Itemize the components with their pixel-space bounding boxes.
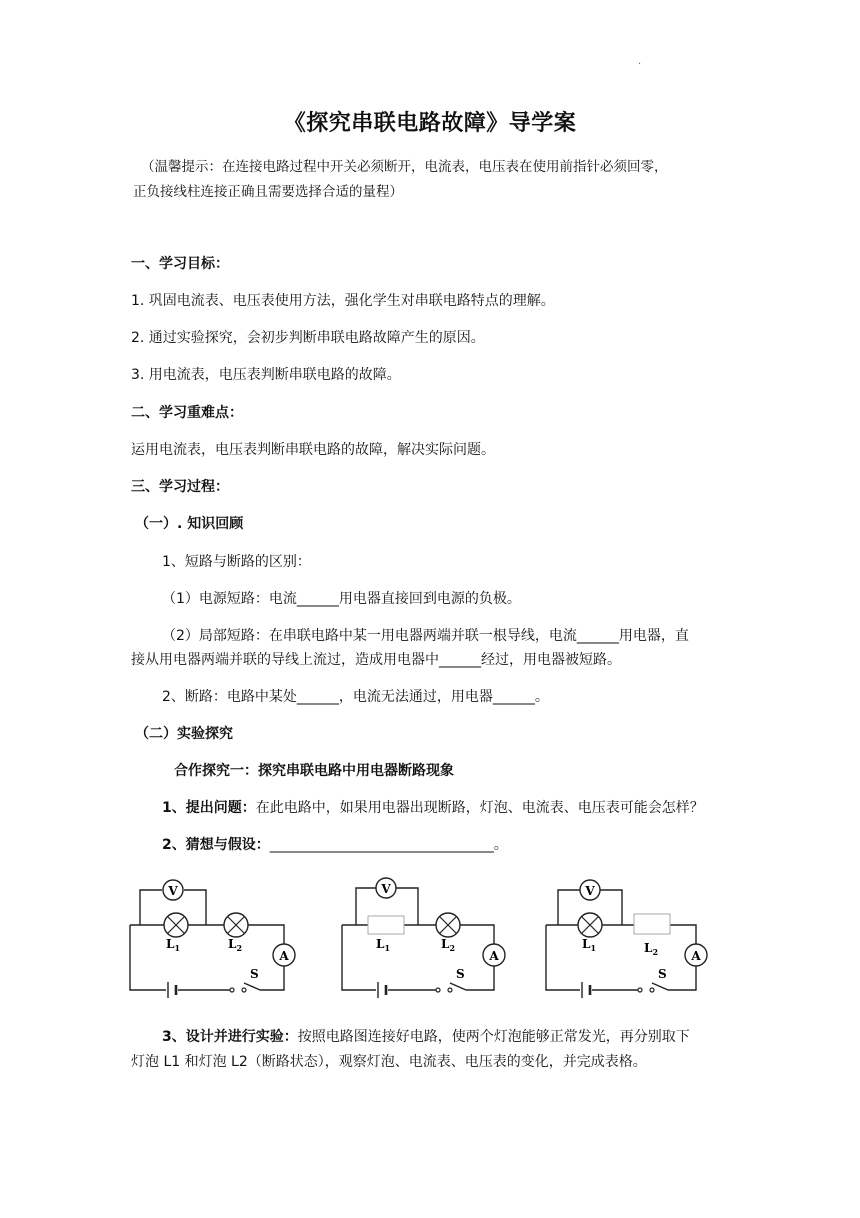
battery-symbol-1	[168, 982, 176, 998]
svg-text:S: S	[456, 967, 465, 981]
question-1b-line2: 接从用电器两端并联的导线上流过，造成用电器中______经过，用电器被短路。	[131, 652, 621, 668]
design-experiment-text1: 按照电路图连接好电路，使两个灯泡能够正常发光，再分别取下	[297, 1029, 690, 1045]
lamp-l2-label: $L_2$	[228, 937, 243, 953]
lamp-l1-symbol	[164, 913, 188, 937]
section1-heading: 一、学习目标：	[131, 256, 229, 272]
svg-text:A: A	[279, 949, 289, 963]
guess-blank: ________________________________。	[269, 837, 508, 853]
lamp-l2-symbol-2	[436, 913, 460, 937]
lamp-l2-label-3: $L_2$	[644, 941, 659, 957]
question-1b-line1: （2）局部短路：在串联电路中某一用电器两端并联一根导线，电流______用电器，直	[162, 628, 689, 644]
svg-text:V: V	[585, 884, 595, 898]
design-experiment-line2: 灯泡 L1 和灯泡 L2（断路状态），观察灯泡、电流表、电压表的变化，并完成表格。	[131, 1054, 647, 1070]
corner-dot: .	[638, 56, 642, 67]
svg-text:V: V	[381, 882, 391, 896]
removed-lamp-l2-placeholder	[634, 914, 670, 934]
svg-text:A: A	[489, 949, 499, 963]
lamp-l1-symbol-3	[578, 913, 602, 937]
section2-text: 运用电流表，电压表判断串联电路的故障，解决实际问题。	[131, 442, 495, 458]
battery-symbol-3	[582, 982, 590, 998]
design-experiment-label: 3、设计并进行实验：	[162, 1029, 298, 1045]
svg-text:A: A	[691, 949, 701, 963]
question-2: 2、断路：电路中某处______，电流无法通过，用电器______。	[162, 689, 549, 705]
goal-item-1: 1. 巩固电流表、电压表使用方法，强化学生对串联电路特点的理解。	[131, 293, 555, 309]
subsection-knowledge-review: （一）. 知识回顾	[135, 516, 244, 532]
ammeter-symbol-2	[483, 944, 505, 966]
guess-line	[162, 834, 508, 854]
section3-heading: 三、学习过程：	[131, 479, 229, 495]
svg-text:S: S	[250, 967, 259, 981]
guess-label: 2、猜想与假设：	[162, 837, 270, 853]
page-title: 《探究串联电路故障》导学案	[283, 111, 577, 136]
removed-lamp-l1-placeholder	[368, 916, 404, 934]
ask-question-label: 1、提出问题：	[162, 800, 256, 816]
section2-heading: 二、学习重难点：	[131, 405, 243, 421]
question-1: 1、短路与断路的区别：	[162, 554, 311, 570]
battery-symbol-2	[378, 982, 386, 998]
question-1a: （1）电源短路：电流______用电器直接回到电源的负极。	[162, 591, 521, 607]
ammeter-symbol-3	[685, 944, 707, 966]
goal-item-2: 2. 通过实验探究，会初步判断串联电路故障产生的原因。	[131, 330, 485, 346]
svg-text:V: V	[168, 884, 178, 898]
lamp-l1-label-2: $L_1$	[376, 937, 391, 953]
ammeter-symbol-1	[273, 944, 295, 966]
subsection-experiment: （二）实验探究	[135, 726, 233, 742]
lamp-l1-label-3: $L_1$	[582, 937, 597, 953]
voltmeter-symbol-3	[580, 880, 600, 900]
ask-question-text: 在此电路中，如果用电器出现断路，灯泡、电流表、电压表可能会怎样？	[255, 800, 704, 816]
circuit-diagram-1	[126, 870, 296, 1000]
ask-question-line	[162, 797, 704, 817]
coop-inquiry-title: 合作探究一：探究串联电路中用电器断路现象	[174, 763, 454, 779]
lamp-l2-symbol	[224, 913, 248, 937]
goal-item-3: 3. 用电流表，电压表判断串联电路的故障。	[131, 367, 401, 383]
svg-text:S: S	[658, 967, 667, 981]
voltmeter-symbol-1	[163, 880, 183, 900]
lamp-l1-label: $L_1$	[166, 937, 181, 953]
tip-line-1: （温馨提示：在连接电路过程中开关必须断开，电流表，电压表在使用前指针必须回零，	[141, 159, 668, 175]
circuit-diagram-3	[542, 870, 712, 1000]
tip-line-2: 正负接线柱连接正确且需要选择合适的量程）	[133, 184, 403, 200]
voltmeter-symbol-2	[376, 878, 396, 898]
design-experiment-line1	[162, 1026, 690, 1046]
lamp-l2-label-2: $L_2$	[441, 937, 456, 953]
circuit-diagram-2	[338, 870, 510, 1000]
